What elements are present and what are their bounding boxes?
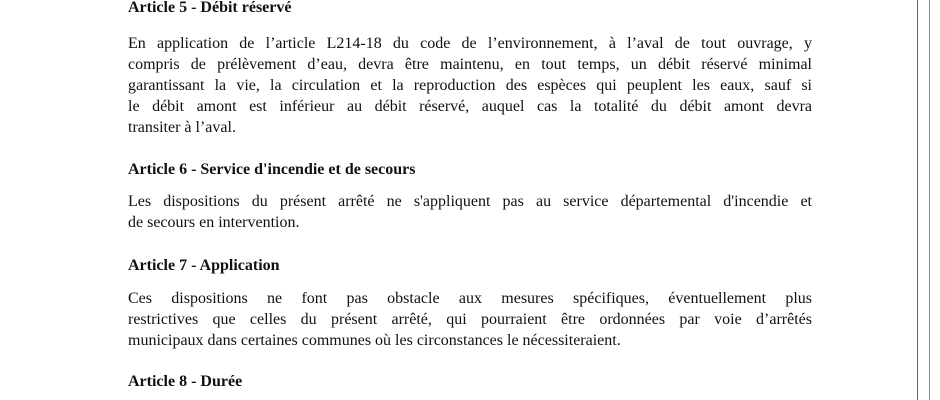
paragraph-line: le débit amont est inférieur au débit réservé, auquel cas la totalité du débit amont devra [128,98,812,115]
paragraph-line: de secours en intervention. [128,214,300,231]
paragraph-line: compris de prélèvement d’eau, devra être maintenu, en tout temps, un débit réservé minimal [128,56,812,73]
article-5-paragraph [128,33,812,138]
paragraph-line: garantissant la vie, la circulation et la reproduction des espèces qui peuplent les eaux, sauf si [128,77,812,94]
article-7-paragraph [128,288,812,351]
article-7-heading: Article 7 - Application [128,257,280,274]
scan-border-line [929,0,930,400]
article-5-heading: Article 5 - Débit réservé [128,0,292,16]
article-6-paragraph [128,191,812,233]
paragraph-line: municipaux dans certaines communes où les circonstances le nécessiteraient. [128,332,621,349]
paragraph-line: restrictives que celles du présent arrêté, qui pourraient être ordonnées par voie d’arrêtés [128,311,812,328]
paragraph-line: transiter à l’aval. [128,119,236,136]
scan-border-line [917,0,918,400]
paragraph-line: Les dispositions du présent arrêté ne s'appliquent pas au service départemental d'incendie et [128,193,812,210]
paragraph-line: Ces dispositions ne font pas obstacle aux mesures spécifiques, éventuellement plus [128,290,812,307]
article-6-heading: Article 6 - Service d'incendie et de secours [128,161,416,178]
paragraph-line: En application de l’article L214-18 du code de l’environnement, à l’aval de tout ouvrage, y [128,35,812,52]
article-8-heading: Article 8 - Durée [128,373,243,390]
